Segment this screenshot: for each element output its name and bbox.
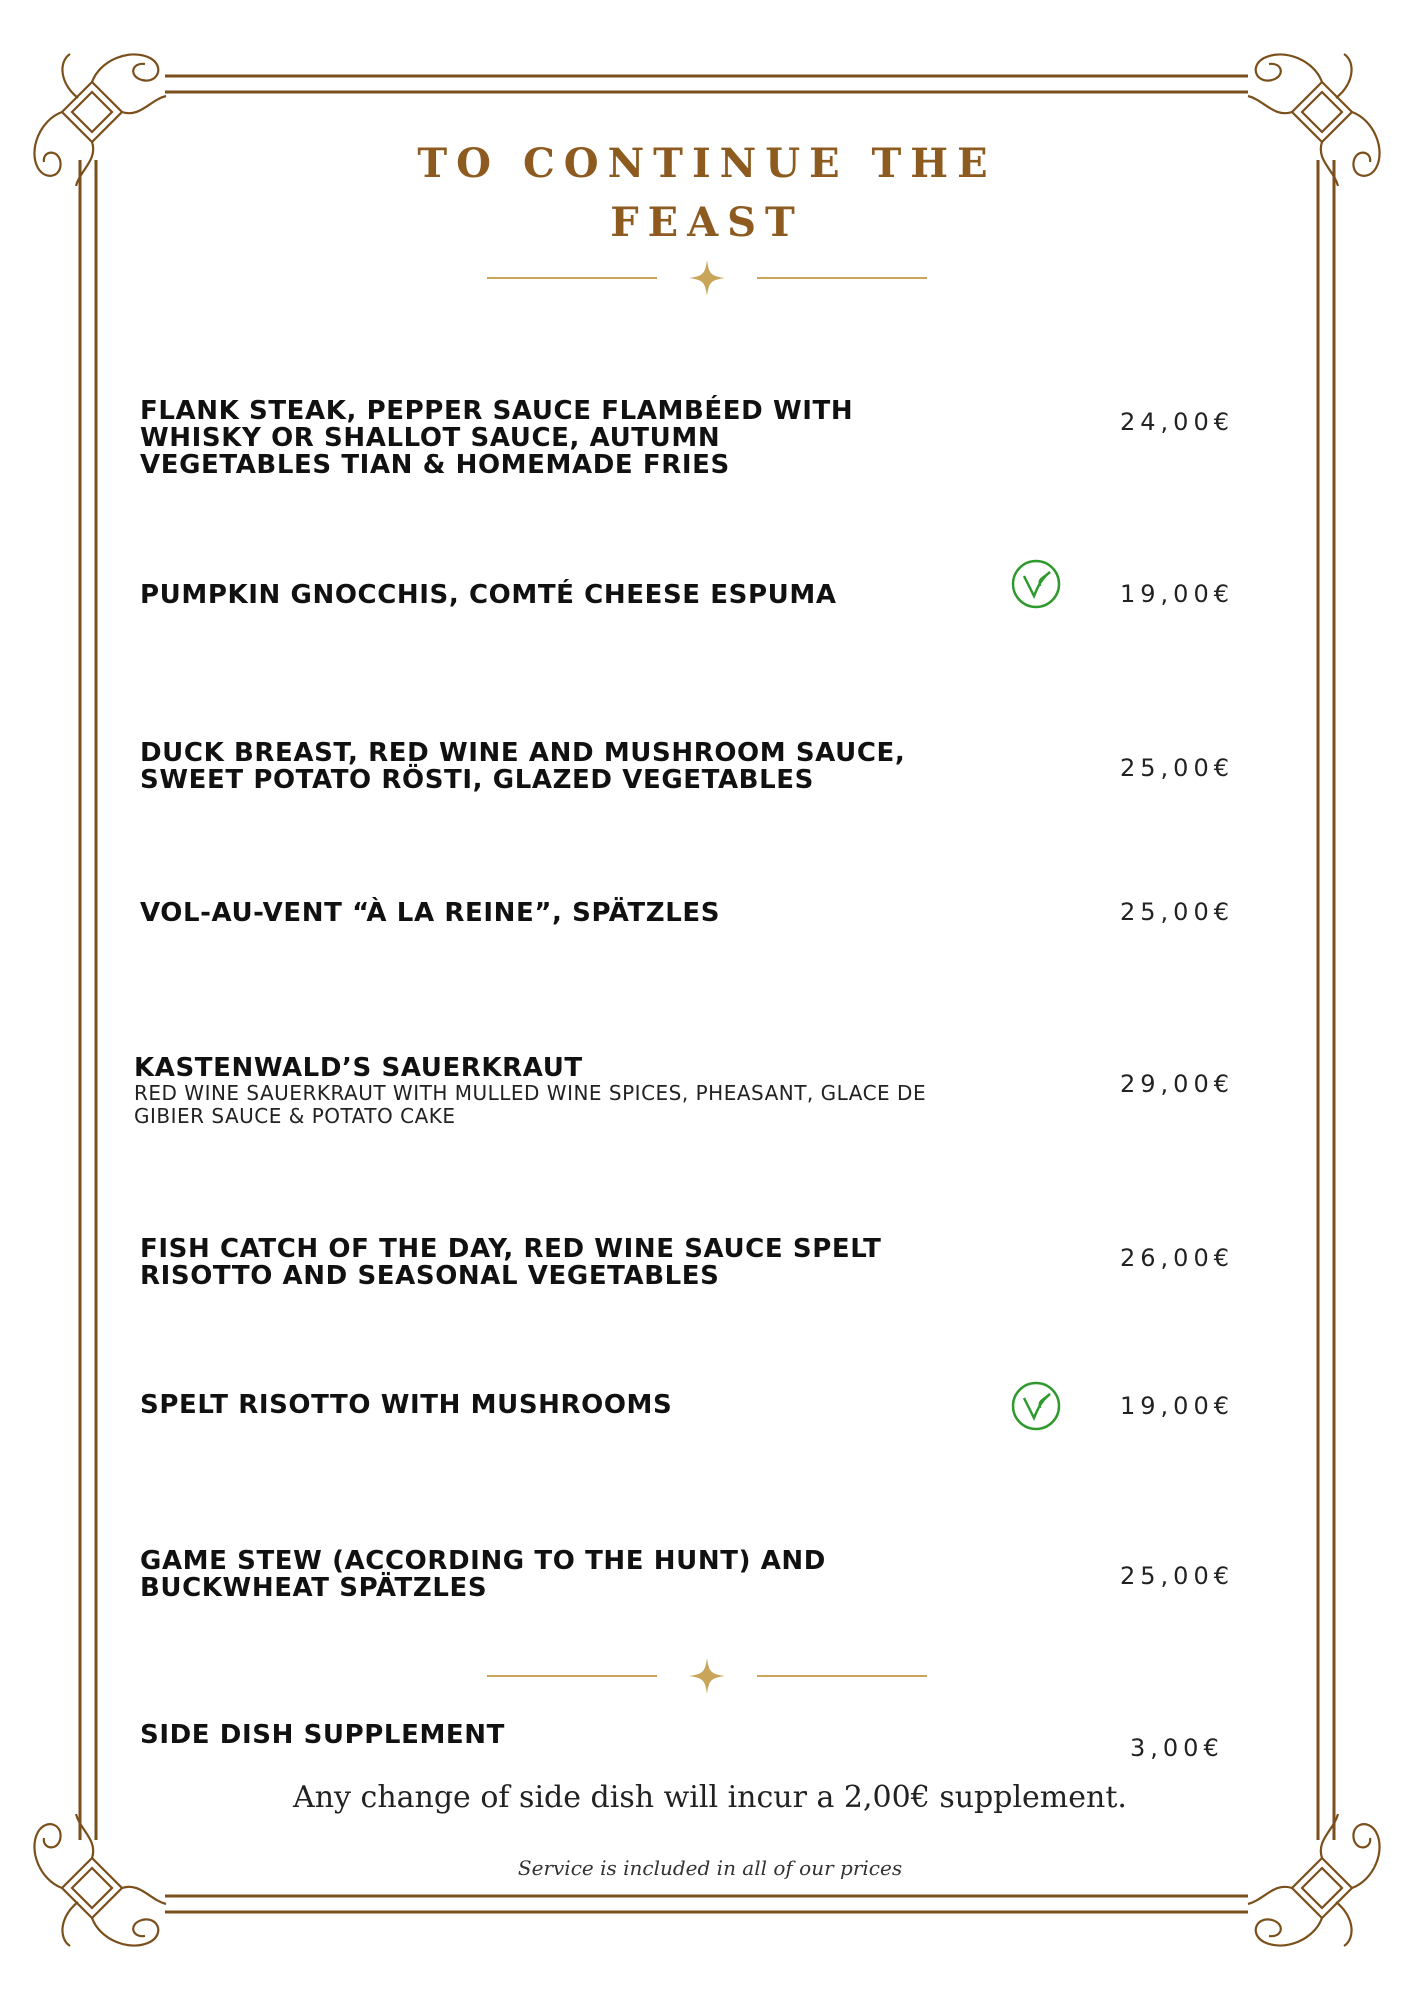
menu-item-flank-steak (140, 398, 900, 479)
vegetarian-leaf-icon (1010, 1380, 1062, 1432)
item-price: 24,00€ (1120, 408, 1234, 436)
vegetarian-leaf-icon (1010, 558, 1062, 610)
item-description: RED WINE SAUERKRAUT WITH MULLED WINE SPICES, PHEASANT, GLACE DE GIBIER SAUCE & POTATO CAKE (134, 1081, 927, 1128)
side-dish-note: Any change of side dish will incur a 2,00€ supplement. (293, 1780, 1127, 1815)
page-title-line1: TO CONTINUE THE (417, 140, 997, 187)
menu-item-pumpkin-gnocchis (140, 582, 980, 609)
side-dish-supplement (140, 1722, 980, 1749)
item-name: PUMPKIN GNOCCHIS, COMTÉ CHEESE ESPUMA (140, 580, 837, 610)
page-title-line2: FEAST (610, 199, 804, 246)
menu-item-duck-breast (140, 740, 980, 794)
item-price: 25,00€ (1120, 898, 1234, 926)
menu-item-fish-catch (140, 1236, 980, 1290)
item-name: SPELT RISOTTO WITH MUSHROOMS (140, 1390, 673, 1420)
item-price: 19,00€ (1120, 580, 1234, 608)
item-price: 25,00€ (1120, 1562, 1234, 1590)
supplement-price: 3,00€ (1130, 1734, 1224, 1762)
star-ornament-icon (689, 1658, 725, 1694)
item-name: KASTENWALD’S SAUERKRAUT (134, 1053, 583, 1083)
menu-item-sauerkraut (134, 1055, 974, 1128)
item-price: 26,00€ (1120, 1244, 1234, 1272)
corner-flourish-icon (1248, 54, 1380, 186)
ornament-divider-bottom (487, 1656, 927, 1696)
item-name: VOL-AU-VENT “À LA REINE”, SPÄTZLES (140, 898, 721, 928)
item-price: 25,00€ (1120, 754, 1234, 782)
menu-item-vol-au-vent (140, 900, 980, 927)
service-note: Service is included in all of our prices (517, 1856, 903, 1880)
item-name: FLANK STEAK, PEPPER SAUCE FLAMBÉED WITH WHISKY OR SHALLOT SAUCE, AUTUMN VEGETABLES TIAN & HOMEMADE FRIES (140, 396, 854, 480)
corner-flourish-icon (34, 1814, 166, 1946)
corner-flourish-icon (1248, 1814, 1380, 1946)
item-name: GAME STEW (ACCORDING TO THE HUNT) AND BUCKWHEAT SPÄTZLES (140, 1546, 826, 1603)
supplement-label: SIDE DISH SUPPLEMENT (140, 1720, 505, 1750)
menu-item-spelt-risotto (140, 1392, 980, 1419)
star-ornament-icon (689, 260, 725, 296)
menu-item-game-stew (140, 1548, 980, 1602)
ornament-divider-top (487, 258, 927, 298)
item-name: FISH CATCH OF THE DAY, RED WINE SAUCE SPELT RISOTTO AND SEASONAL VEGETABLES (140, 1234, 882, 1291)
item-name: DUCK BREAST, RED WINE AND MUSHROOM SAUCE, SWEET POTATO RÖSTI, GLAZED VEGETABLES (140, 738, 906, 795)
item-price: 19,00€ (1120, 1392, 1234, 1420)
item-price: 29,00€ (1120, 1070, 1234, 1098)
corner-flourish-icon (34, 54, 166, 186)
